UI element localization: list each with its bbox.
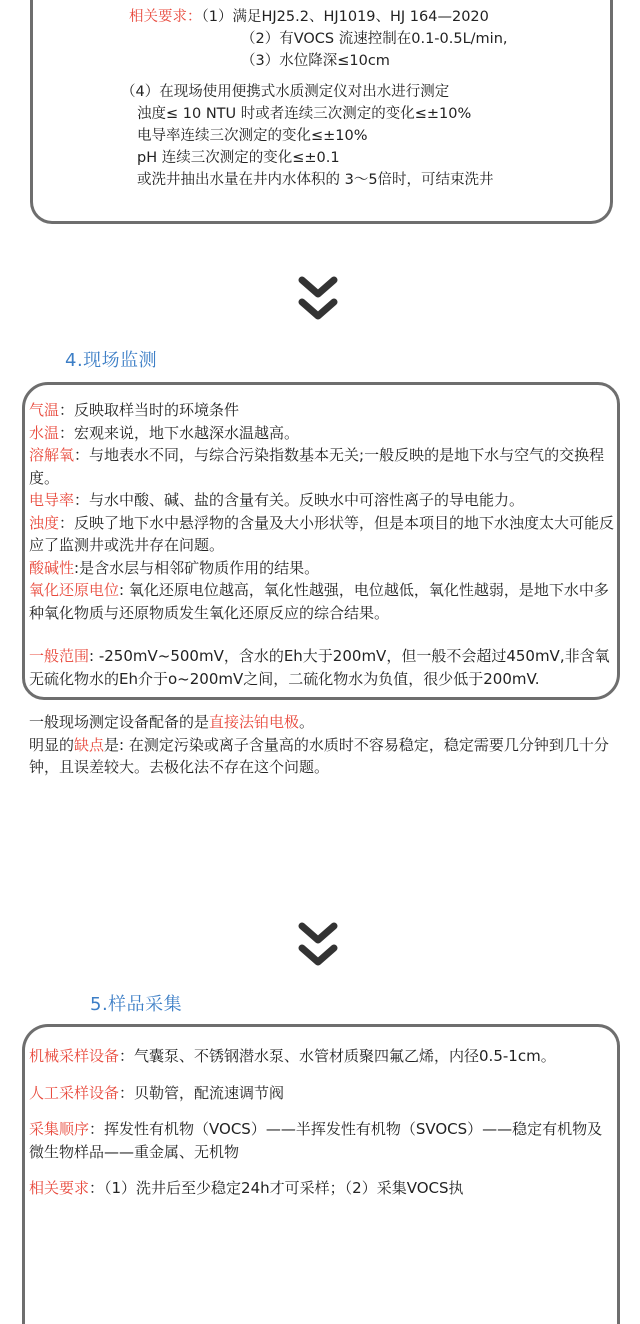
field-monitoring-text: [29, 399, 617, 779]
paragraph-orp: 氧化还原电位: 氧化还原电位越高，氧化性越强，电位越低，氧化性越弱，是地下水中多种氧化物质与还原物质发生氧化还原反应的综合结果。: [29, 581, 609, 622]
criteria-line-4: pH 连续三次测定的变化≤±0.1: [137, 150, 340, 166]
section-title-field-monitoring: 4.现场监测: [65, 350, 158, 371]
paragraph-mechanical-equipment: 机械采样设备：气囊泵、不锈钢潜水泵、水管材质聚四氟乙烯，内径0.5-1cm。: [29, 1047, 556, 1065]
paragraph-collection-order: 采集顺序：挥发性有机物（VOCS）——半挥发性有机物（SVOCS）——稳定有机物及微生物样品——重金属、无机物: [29, 1120, 603, 1161]
paragraph-dissolved-oxygen: 溶解氧：与地表水不同，与综合污染指数基本无关;一般反映的是地下水与空气的交换程度。: [29, 446, 605, 487]
paragraph-general-range: 一般范围: -250mV~500mV，含水的Eh大于200mV，但一般不会超过450mV,非含氧无硫化物水的Eh介于o~200mV之间，二硫化物水为负值，很少低于200mV.: [29, 647, 610, 688]
requirements-list: [129, 6, 508, 72]
sample-collection-box: [22, 1024, 620, 1324]
double-chevron-down-icon: [296, 272, 340, 326]
requirements-label: 相关要求：: [129, 9, 202, 25]
paragraph-water-temperature: 水温：宏观来说，地下水越深水温越高。: [29, 423, 300, 442]
criteria-line-3: 电导率连续三次测定的变化≤±10%: [137, 128, 368, 144]
field-measurement-criteria: [121, 81, 494, 191]
section-title-sample-collection: 5.样品采集: [90, 994, 183, 1015]
paragraph-manual-equipment: 人工采样设备：贝勒管，配流速调节阀: [29, 1083, 285, 1102]
sample-collection-text: [29, 1045, 617, 1214]
paragraph-related-requirements: 相关要求：（1）洗井后至少稳定24h才可采样；（2）采集VOCS执: [29, 1179, 464, 1197]
paragraph-air-temperature: 气温：反映取样当时的环境条件: [29, 401, 240, 419]
paragraph-conductivity: 电导率：与水中酸、碱、盐的含量有关。反映水中可溶性离子的导电能力。: [29, 491, 525, 509]
criteria-line-2: 浊度≤ 10 NTU 时或者连续三次测定的变化≤±10%: [137, 106, 472, 122]
paragraph-equipment: 一般现场测定设备配备的是直接法铂电极。: [29, 713, 315, 731]
paragraph-turbidity: 浊度：反映了地下水中悬浮物的含量及大小形状等，但是本项目的地下水浊度太大可能反应了监测井或洗井存在问题。: [29, 513, 615, 554]
field-monitoring-box: [22, 382, 620, 776]
paragraph-drawback: 明显的缺点是: 在测定污染或离子含量高的水质时不容易稳定，稳定需要几分钟到几十分钟，且误差较大。去极化法不存在这个问题。: [29, 735, 609, 776]
washing-requirements-box: [30, 0, 613, 224]
criteria-line-5: 或洗井抽出水量在井内水体积的 3～5倍时，可结束洗井: [137, 172, 494, 188]
requirement-line-1: 相关要求：（1）满足HJ25.2、HJ1019、HJ 164—2020: [129, 9, 489, 25]
paragraph-ph: 酸碱性:是含水层与相邻矿物质作用的结果。: [29, 558, 320, 577]
requirement-line-2: （2）有VOCS 流速控制在0.1-0.5L/min,: [241, 31, 508, 47]
criteria-line-1: （4）在现场使用便携式水质测定仪对出水进行测定: [121, 84, 450, 100]
requirement-line-3: （3）水位降深≤10cm: [241, 53, 390, 69]
double-chevron-down-icon: [296, 918, 340, 972]
